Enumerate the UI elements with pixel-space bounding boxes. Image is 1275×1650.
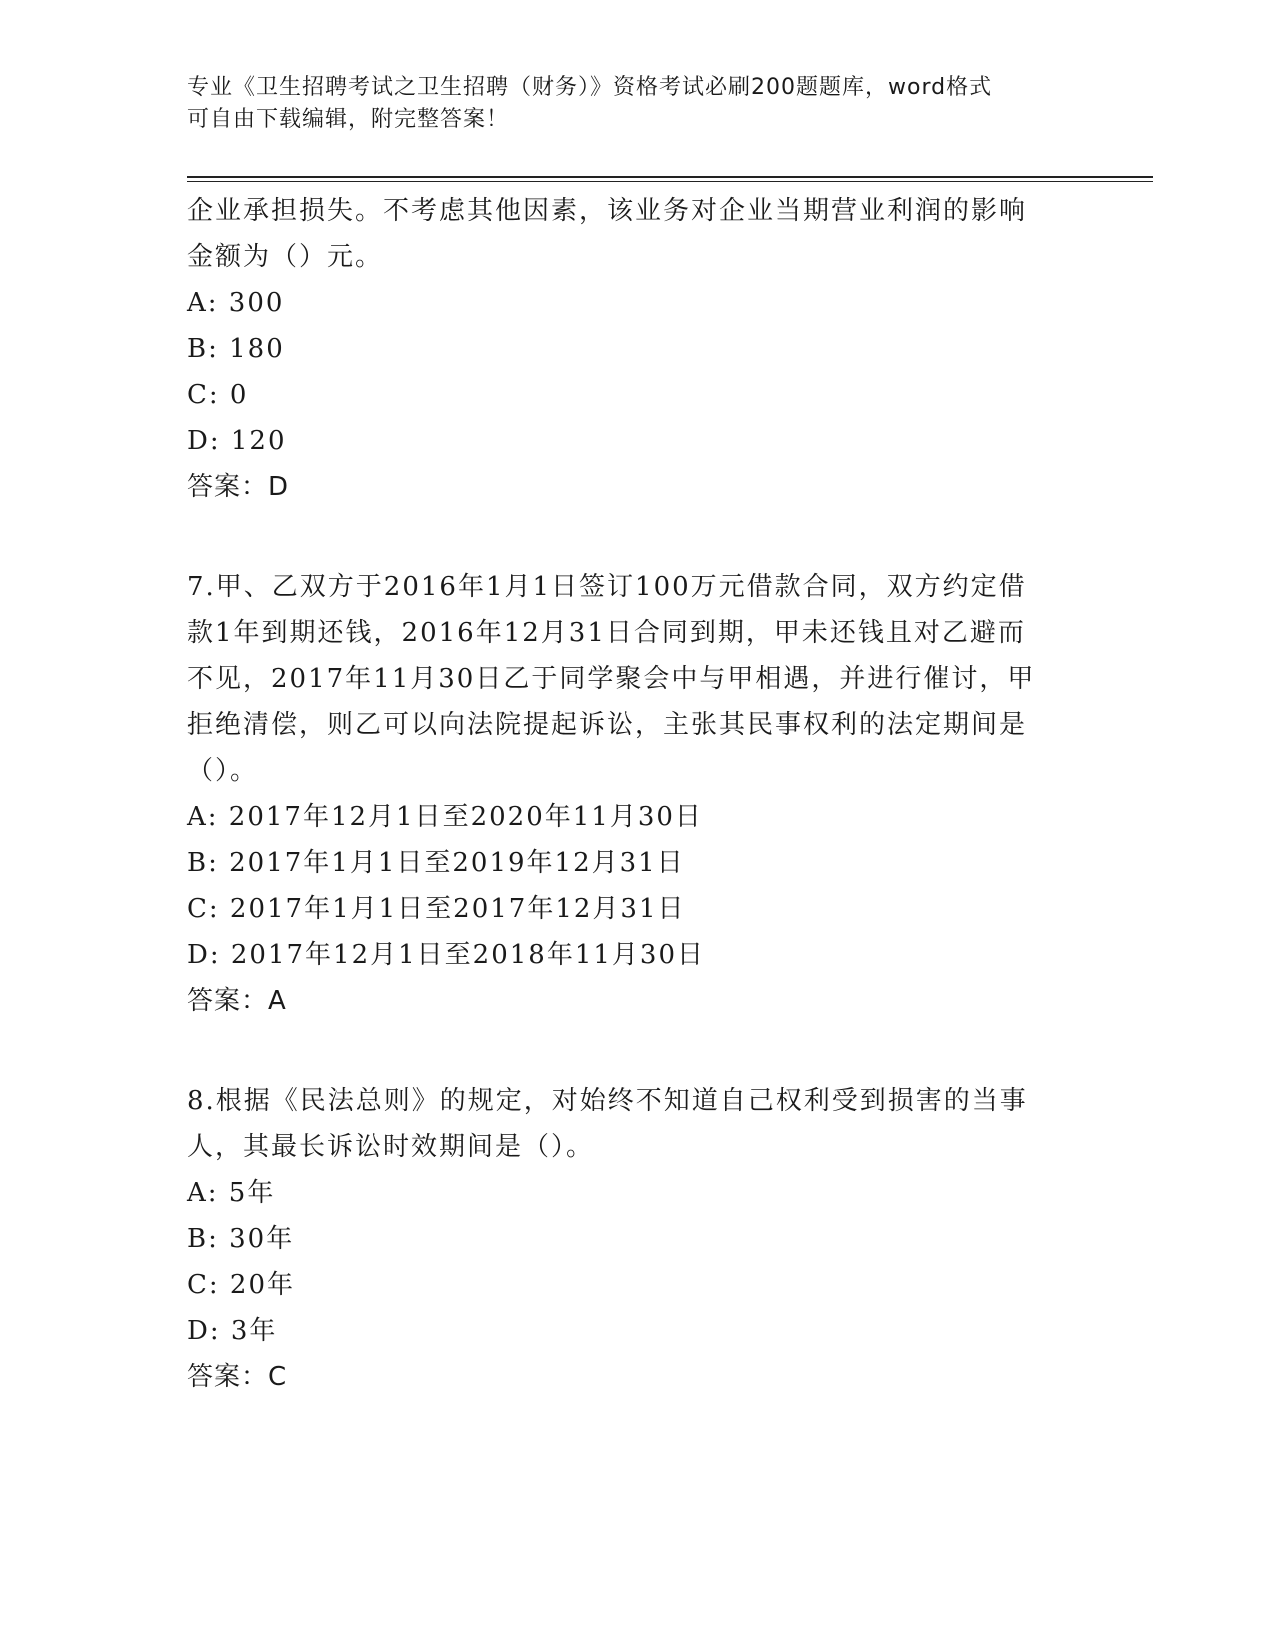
- option-c: C: 2017年1月1日至2017年12月31日: [187, 894, 686, 924]
- option-a: A: 2017年12月1日至2020年11月30日: [187, 802, 703, 832]
- question-text-line: 8.根据《民法总则》的规定，对始终不知道自己权利受到损害的当事: [187, 1086, 1028, 1116]
- option-b: B: 180: [187, 334, 285, 364]
- question-list: [187, 188, 1087, 1400]
- option-c: C: 0: [187, 380, 249, 410]
- question-8: [187, 1078, 1087, 1400]
- question-text-line: 金额为（）元。: [187, 242, 384, 272]
- question-6: [187, 188, 1087, 510]
- question-text-line: 拒绝清偿，则乙可以向法院提起诉讼，主张其民事权利的法定期间是: [187, 710, 1028, 740]
- page-header: [187, 72, 1067, 136]
- question-text-line: 7.甲、乙双方于2016年1月1日签订100万元借款合同，双方约定借: [187, 572, 1027, 602]
- option-a: A: 5年: [187, 1178, 276, 1208]
- question-text-line: 人，其最长诉讼时效期间是（）。: [187, 1132, 595, 1162]
- header-line-2: 可自由下载编辑，附完整答案！: [187, 107, 510, 132]
- spacer: [187, 510, 1087, 564]
- answer-line: 答案：A: [187, 986, 287, 1016]
- question-text-line: （）。: [187, 756, 259, 786]
- header-divider-thin: [187, 181, 1153, 182]
- option-d: D: 3年: [187, 1316, 278, 1346]
- option-c: C: 20年: [187, 1270, 296, 1300]
- answer-line: 答案：D: [187, 472, 290, 502]
- question-text-line: 款1年到期还钱，2016年12月31日合同到期，甲未还钱且对乙避而: [187, 618, 1026, 648]
- option-d: D: 2017年12月1日至2018年11月30日: [187, 940, 706, 970]
- spacer: [187, 1024, 1087, 1078]
- option-b: B: 2017年1月1日至2019年12月31日: [187, 848, 685, 878]
- answer-line: 答案：C: [187, 1362, 288, 1392]
- question-7: [187, 564, 1087, 1024]
- option-d: D: 120: [187, 426, 287, 456]
- question-text-line: 企业承担损失。不考虑其他因素，该业务对企业当期营业利润的影响: [187, 196, 1028, 226]
- question-text-line: 不见，2017年11月30日乙于同学聚会中与甲相遇，并进行催讨，甲: [187, 664, 1036, 694]
- option-a: A: 300: [187, 288, 285, 318]
- header-divider-thick: [187, 176, 1153, 178]
- header-line-1: 专业《卫生招聘考试之卫生招聘（财务）》资格考试必刷200题题库，word格式: [187, 75, 993, 100]
- option-b: B: 30年: [187, 1224, 295, 1254]
